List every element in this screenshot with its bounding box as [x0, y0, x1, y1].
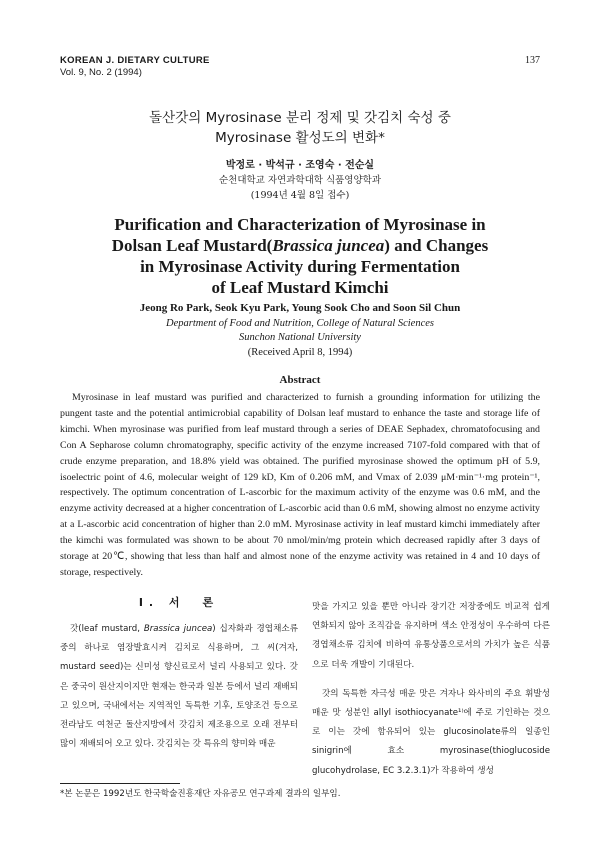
journal-name: KOREAN J. DIETARY CULTURE: [60, 55, 210, 66]
english-received-date: (Received April 8, 1994): [247, 347, 353, 358]
korean-title-line1: 돌산갓의 Myrosinase 분리 정제 및 갓김치 숙성 중: [149, 110, 451, 126]
body-left-column: [60, 596, 298, 754]
korean-affiliation: 순천대학교 자연과학대학 식품영양학과: [218, 175, 382, 186]
korean-received-date: (1994년 4월 8일 접수): [250, 190, 350, 201]
footnote-divider: [60, 783, 180, 784]
english-title-line2-part-a: Dolsan Leaf Mustard(: [111, 236, 273, 255]
english-title-line1: Purification and Characterization of Myrosinase in: [114, 215, 486, 234]
english-title-line4: of Leaf Mustard Kimchi: [211, 278, 389, 297]
body-right-column: [312, 598, 550, 781]
english-title-line2-part-b: ) and Changes: [384, 236, 489, 255]
abstract-text: Myrosinase in leaf mustard was purified and characterized to furnish a grounding information for utilizing the pungent taste and the potential antimicrobial capability of Dolsan leaf mustard to enhance the taste and storage life of kimchi. When myrosinase was purified from leaf mustard through a series of DEAE Sephadex, chromatofocusing and Con A Sepharose column chromatography, specific activity of the enzyme increased 7107-fold compared with that of crude enzyme preparation, and 18.8% yield was obtained. The purified myrosinase showed the optimum pH of 5.9, isoelectric point of 4.6, molecular weight of 129 kD, Km of 0.206 mM, and Vmax of 2.039 μM·min⁻¹·mg protein⁻¹, respectively. The optimum concentration of L-ascorbic for the maximum activity of the enzyme was 0.6 mM, and the enzyme activity decreased at a higher concentration of L-ascorbic acid than 0.6 mM, showing almost no enzyme activity at a L-ascorbic acid concentration of higher than 2.0 mM. Myrosinase activity in leaf mustard kimchi immediately after the kimchi was formulated was shown to be about 70 nmol/min/mg protein which decreased rapidly after 3 days of storage at 20℃, showing that less than half and almost none of the enzyme activity was retained in 4 and 10 days of storage, respectively.: [60, 392, 540, 578]
english-affiliation: [60, 317, 540, 345]
journal-header: [60, 55, 210, 79]
intro-paragraph-1-end: ) 십자화과 경엽채소류 중의 하나로 염장발효시켜 김치로 식용하며, 그 씨(겨자, mustard seed)는 신미성 향신료로서 널리 사용되고 있다. 갓은 중국이 원산지이지만 현재는 한국과 일본 등에서 널리 재배되고 있으며, 국내에서는 지역적인 독특한 기후, 토양조건 등으로 전라남도 여천군 돌산지방에서 갓김치 제조용으로 오래 전부터 많이 재배되어 오고 있다. 갓김치는 갓 특유의 향미와 매운: [60, 624, 298, 750]
english-title-line3: in Myrosinase Activity during Fermentation: [140, 257, 460, 276]
department: Department of Food and Nutrition, College of Natural Sciences: [165, 318, 435, 329]
korean-title: [60, 108, 540, 148]
intro-paragraph-1: [60, 620, 298, 754]
korean-title-line2: Myrosinase 활성도의 변화*: [215, 130, 385, 146]
species-name: Brassica juncea: [272, 236, 385, 255]
abstract-heading: Abstract: [279, 374, 321, 386]
english-authors: Jeong Ro Park, Seok Kyu Park, Young Sook Cho and Soon Sil Chun: [139, 302, 461, 314]
university: Sunchon National University: [239, 332, 361, 343]
intro-paragraph-1-start: 갓(leaf mustard,: [70, 624, 144, 634]
journal-volume: Vol. 9, No. 2 (1994): [60, 67, 142, 78]
english-title-line2: [60, 235, 540, 256]
english-title: [60, 214, 540, 298]
funding-footnote: *본 논문은 1992년도 한국학술진흥재단 자유공모 연구과제 결과의 일부임.: [60, 789, 341, 799]
korean-authors: 박정로 · 박석규 · 조영숙 · 전순실: [225, 160, 375, 171]
intro-paragraph-1-continued: 맛을 가지고 있을 뿐만 아니라 장기간 저장중에도 비교적 쉽게 연화되지 않아 조직감을 유지하며 색소 안정성이 우수하여 다른 경엽채소류 김치에 비하여 유통상품으로서의 가치가 높은 식품으로 더욱 개발이 기대된다.: [312, 602, 550, 670]
intro-species-name: Brassica juncea: [143, 624, 213, 634]
intro-paragraph-2: 갓의 독특한 자극성 매운 맛은 겨자나 와사비의 주요 휘발성 매운 맛 성분인 allyl isothiocyanate¹⁾에 주로 기인하는 것으로 이는 갓에 함유되어 있는 glucosinolate류의 일종인 sinigrin에 효소 myrosinase(thioglucoside glucohydrolase, EC 3.2.3.1)가 작용하여 생성: [312, 688, 550, 776]
page-number: 137: [525, 55, 540, 66]
section-heading-introduction: I. 서 론: [138, 596, 220, 609]
